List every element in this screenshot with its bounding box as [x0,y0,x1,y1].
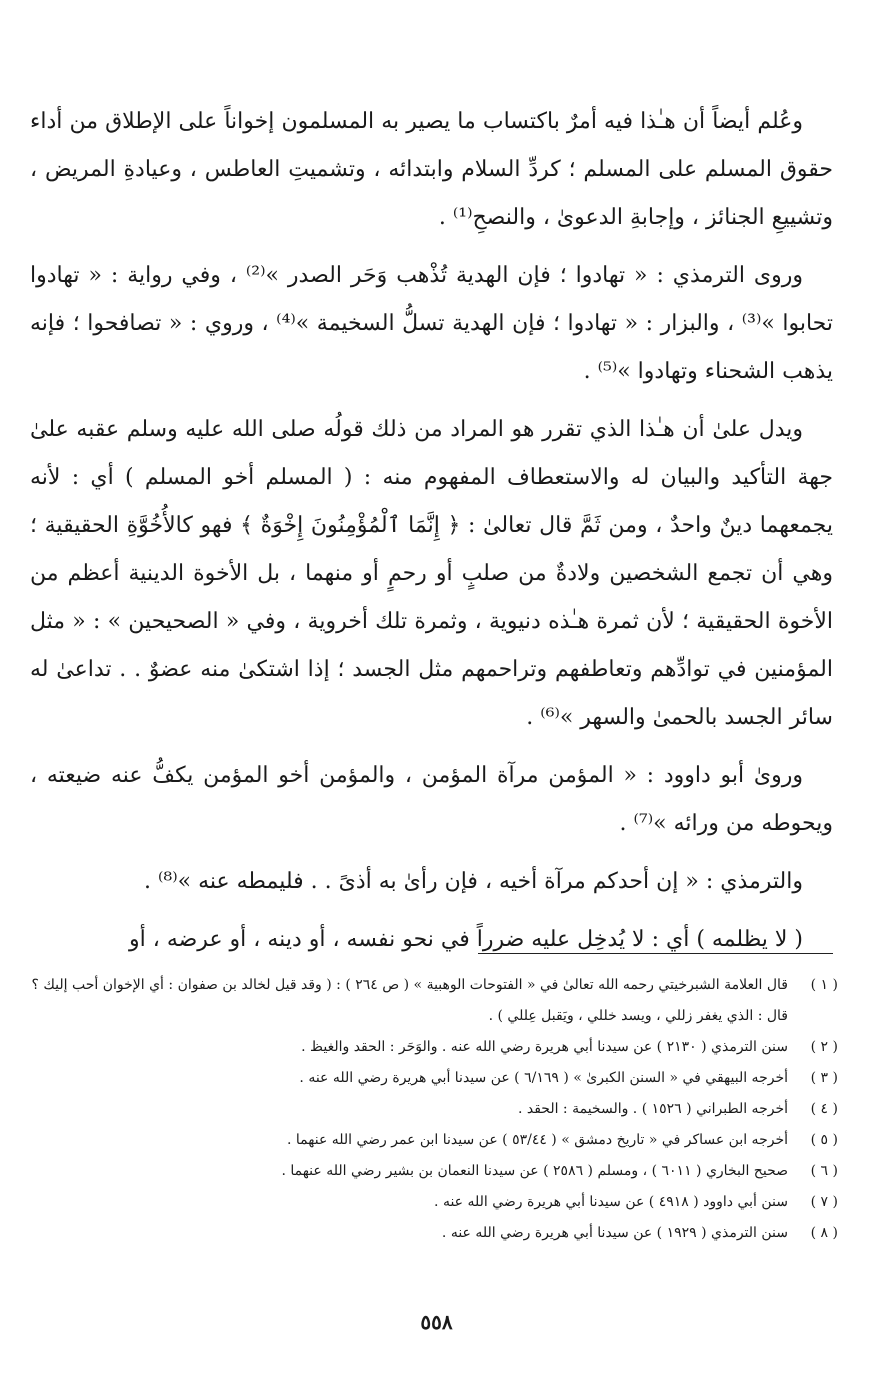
footnote [30,1156,838,1187]
footnote-number: ( ٢ ) [810,1039,838,1055]
footnote-number: ( ٣ ) [810,1070,838,1086]
footnote-number: ( ٨ ) [810,1225,838,1241]
paragraph: وروىٰ أبو داوود : « المؤمن مرآة المؤمن ، والمؤمن أخو المؤمن يكفُّ عنه ضيعته ، ويحوطه من ورائه »⁽⁷⁾ . [30,763,833,836]
footnote-text: قال العلامة الشبرخيتي رحمه الله تعالىٰ في « الفتوحات الوهبية » ( ص ٢٦٤ ) : ( وقد قيل لخالد بن صفوان : أي الإخوان أحب إليك ؟ قال : الذي يغفر زللي ، ويسد خللي ، ويَقبل عِللي ) . [31,977,788,1024]
paragraph: ويدل علىٰ أن هـٰذا الذي تقرر هو المراد من ذلك قولُه صلى الله عليه وسلم عقبه علىٰ جهة التأكيد والبيان له والاستعطاف المفهوم منه : ( المسلم أخو المسلم ) أي : لأنه يجمعهما دينٌ واحدٌ ، ومن ثَمَّ قال تعالىٰ : ﴿ إِنَّمَا ٱلْمُؤْمِنُونَ إِخْوَةٌ ﴾ فهو كالأُخُوَّةِ الحقيقية ؛ وهي أن تجمع الشخصين ولادةٌ من صلبٍ أو رحمٍ أو منهما ، بل الأخوة الدينية أعظم من الأخوة الحقيقية ؛ لأن ثمرة هـٰذه دنيوية ، وثمرة تلك أخروية ، وفي « الصحيحين » : « مثل المؤمنين في توادِّهم وتعاطفهم وتراحمهم مثل الجسد ؛ إذا اشتكىٰ منه عضوٌ . . تداعىٰ له سائر الجسد بالحمىٰ والسهر »⁽⁶⁾ . [30,417,833,730]
footnotes [30,970,838,1249]
paragraph: ( لا يظلمه ) أي : لا يُدخِل عليه ضرراً في نحو نفسه ، أو دينه ، أو عرضه ، أو [129,927,803,952]
page-number: ٥٥٨ [420,1310,453,1334]
footnote [30,970,838,1032]
footnote-text: سنن الترمذي ( ١٩٢٩ ) عن سيدنا أبي هريرة رضي الله عنه . [441,1225,788,1241]
footnote [30,1063,838,1094]
footnote-text: سنن الترمذي ( ٢١٣٠ ) عن سيدنا أبي هريرة رضي الله عنه . والوَحَر : الحقد والغيظ . [301,1039,788,1055]
footnote [30,1218,838,1249]
paragraph: وروى الترمذي : « تهادوا ؛ فإن الهدية تُذْهب وَحَر الصدر »⁽²⁾ ، وفي رواية : « تهادوا تحابوا »⁽³⁾ ، والبزار : « تهادوا ؛ فإن الهدية تسلُّ السخيمة »⁽⁴⁾ ، وروي : « تصافحوا ؛ فإنه يذهب الشحناء وتهادوا »⁽⁵⁾ . [30,263,834,384]
footnote-number: ( ٥ ) [810,1132,838,1148]
footnote-number: ( ٧ ) [810,1194,838,1210]
footnote [30,1094,838,1125]
footnote [30,1187,838,1218]
footnote-number: ( ٦ ) [810,1163,838,1179]
footnote-text: أخرجه ابن عساكر في « تاريخ دمشق » ( ٥٣/٤٤ ) عن سيدنا ابن عمر رضي الله عنهما . [287,1132,788,1148]
footnote [30,1032,838,1063]
paragraph: وعُلم أيضاً أن هـٰذا فيه أمرٌ باكتساب ما يصير به المسلمون إخواناً على الإطلاق من أداء حقوق المسلم على المسلم ؛ كردِّ السلام وابتدائه ، وتشميتِ العاطس ، وعيادةِ المريض ، وتشييعِ الجنائز ، وإجابةِ الدعوىٰ ، والنصحِ⁽¹⁾ . [30,109,834,230]
footnote-text: أخرجه الطبراني ( ١٥٢٦ ) . والسخيمة : الحقد . [517,1101,788,1117]
footnote-text: سنن أبي داوود ( ٤٩١٨ ) عن سيدنا أبي هريرة رضي الله عنه . [434,1194,788,1210]
main-text [30,98,833,964]
footnote-text: صحيح البخاري ( ٦٠١١ ) ، ومسلم ( ٢٥٨٦ ) عن سيدنا النعمان بن بشير رضي الله عنهما . [281,1163,788,1179]
footnote-number: ( ١ ) [810,977,838,993]
footnote [30,1125,838,1156]
paragraph: والترمذي : « إن أحدكم مرآة أخيه ، فإن رأىٰ به أذىً . . فليمطه عنه »⁽⁸⁾ . [144,869,803,894]
footnote-text: أخرجه البيهقي في « السنن الكبرىٰ » ( ٦/١٦٩ ) عن سيدنا أبي هريرة رضي الله عنه . [299,1070,788,1086]
footnote-separator [478,953,833,954]
footnote-number: ( ٤ ) [810,1101,838,1117]
